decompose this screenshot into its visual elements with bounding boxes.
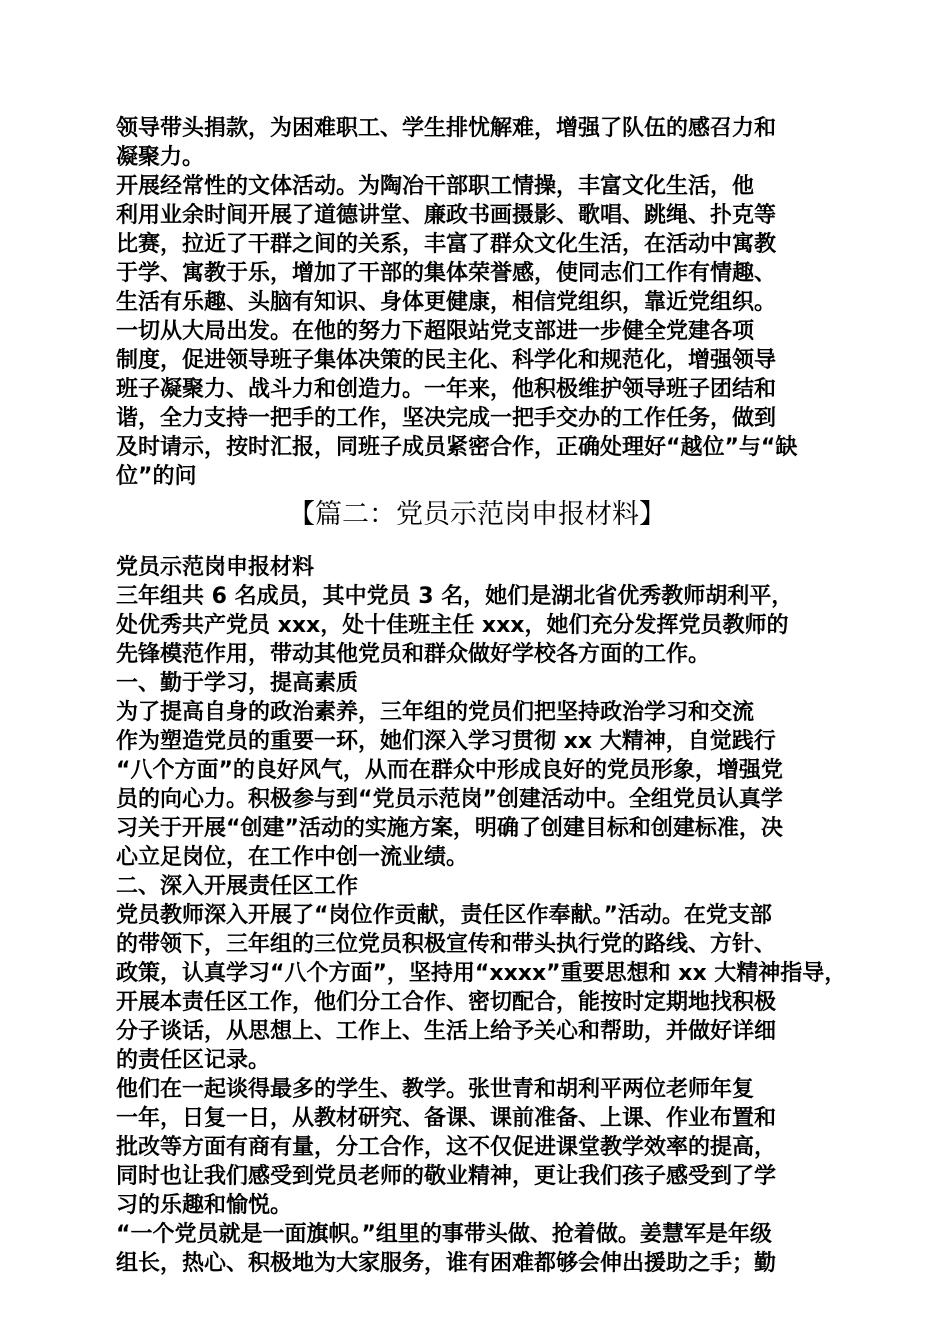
text-line: 为了提高自身的政治素养，三年组的党员们把坚持政治学习和交流 [116, 700, 755, 725]
text-line: 政策，认真学习“八个方面”，坚持用“xxxx”重要思想和 xx 大精神指导， [116, 961, 847, 986]
text-line: “八个方面”的良好风气，从而在群众中形成良好的党员形象，增强党 [116, 758, 783, 783]
text-line: 比赛，拉近了干群之间的关系，丰富了群众文化生活，在活动中寓教 [116, 232, 777, 257]
text-line: 开展经常性的文体活动。为陶冶干部职工情操，丰富文化生活，他 [116, 174, 755, 199]
text-line: 利用业余时间开展了道德讲堂、廉政书画摄影、歌唱、跳绳、扑克等 [116, 203, 777, 228]
text-line: 的带领下，三年组的三位党员积极宣传和带头执行党的路线、方针、 [116, 932, 777, 957]
text-line: 三年组共 6 名成员，其中党员 3 名，她们是湖北省优秀教师胡利平， [116, 584, 794, 609]
text-line: 他们在一起谈得最多的学生、教学。张世青和胡利平两位老师年复 [116, 1077, 755, 1102]
text-line: 制度，促进领导班子集体决策的民主化、科学化和规范化，增强领导 [116, 348, 777, 373]
text-line: 领导带头捐款，为困难职工、学生排忧解难，增强了队伍的感召力和 [116, 116, 777, 141]
text-line: 心立足岗位，在工作中创一流业绩。 [116, 845, 469, 870]
text-line: 党员示范岗申报材料 [116, 555, 315, 580]
section-two-title: 【篇二：党员示范岗申报材料】 [288, 499, 666, 530]
text-line: 生活有乐趣、头脑有知识、身体更健康，相信党组织，靠近党组织。 [116, 290, 777, 315]
document-page [116, 114, 847, 1278]
subheading-line: 一、勤于学习，提高素质 [116, 671, 359, 696]
text-line: 谐，全力支持一把手的工作，坚决完成一把手交办的工作任务，做到 [116, 406, 777, 431]
text-line: 批改等方面有商有量，分工合作，这不仅促进课堂教学效率的提高， [116, 1135, 777, 1160]
text-line: 员的向心力。积极参与到“党员示范岗”创建活动中。全组党员认真学 [116, 787, 783, 812]
text-line: 处优秀共产党员 xxx，处十佳班主任 xxx，她们充分发挥党员教师的 [116, 613, 789, 638]
text-line: 作为塑造党员的重要一环，她们深入学习贯彻 xx 大精神，自觉践行 [116, 729, 776, 754]
text-line: 一切从大局出发。在他的努力下超限站党支部进一步健全党建各项 [116, 319, 755, 344]
text-line: “一个党员就是一面旗帜。”组里的事带头做、抢着做。姜慧军是年级 [116, 1222, 772, 1247]
text-line: 习的乐趣和愉悦。 [116, 1193, 293, 1218]
text-line: 于学、寓教于乐，增加了干部的集体荣誉感，使同志们工作有情趣、 [116, 261, 777, 286]
section-one-body [116, 114, 838, 491]
text-line: 同时也让我们感受到党员老师的敬业精神，更让我们孩子感受到了学 [116, 1164, 777, 1189]
text-line: 先锋模范作用，带动其他党员和群众做好学校各方面的工作。 [116, 642, 711, 667]
section-two-body [116, 553, 847, 1278]
text-line: 分子谈话，从思想上、工作上、生活上给予关心和帮助，并做好详细 [116, 1019, 777, 1044]
text-line: 开展本责任区工作，他们分工合作、密切配合，能按时定期地找积极 [116, 990, 777, 1015]
text-line: 的责任区记录。 [116, 1048, 271, 1073]
text-line: 一年，日复一日，从教材研究、备课、课前准备、上课、作业布置和 [116, 1106, 777, 1131]
subheading-line: 二、深入开展责任区工作 [116, 874, 359, 899]
text-line: 及时请示，按时汇报，同班子成员紧密合作，正确处理好“越位”与“缺 [116, 435, 798, 460]
text-line: 党员教师深入开展了“岗位作贡献，责任区作奉献。”活动。在党支部 [116, 903, 772, 928]
text-line: 位”的问 [116, 464, 197, 489]
text-line: 凝聚力。 [116, 145, 205, 170]
text-line: 习关于开展“创建”活动的实施方案，明确了创建目标和创建标准，决 [116, 816, 783, 841]
text-line: 组长，热心、积极地为大家服务，谁有困难都够会伸出援助之手；勤 [116, 1251, 777, 1276]
text-line: 班子凝聚力、战斗力和创造力。一年来，他积极维护领导班子团结和 [116, 377, 777, 402]
